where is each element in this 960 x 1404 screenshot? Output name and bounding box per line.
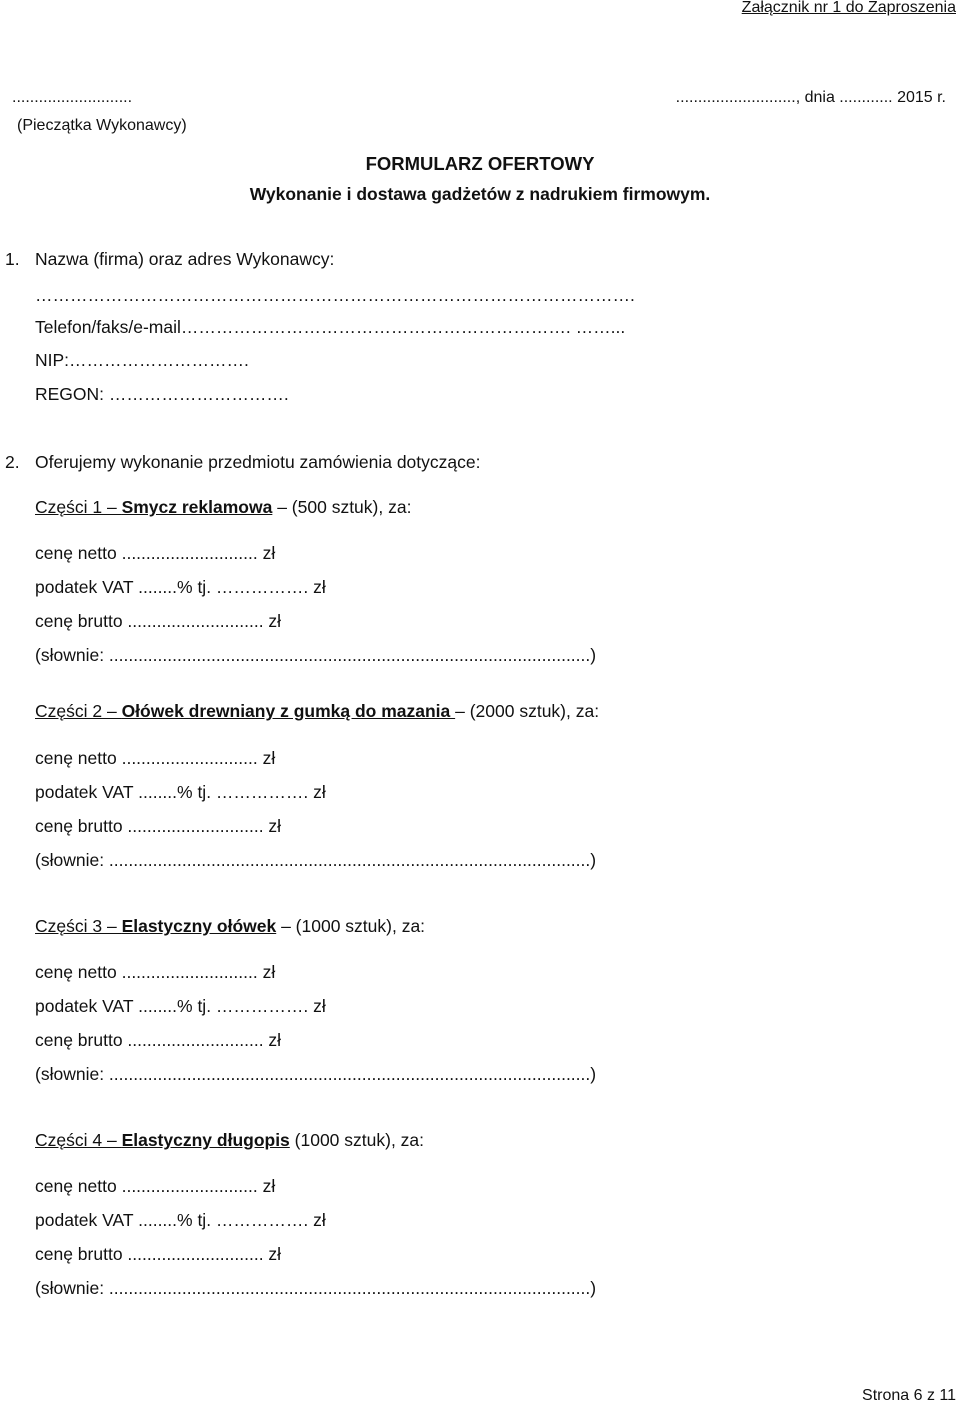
part-3-vat: podatek VAT ........% tj. ……………. zł xyxy=(35,996,326,1016)
part-2-suffix: – (2000 sztuk), za: xyxy=(455,701,600,721)
part-1-prefix: Części 1 – xyxy=(35,497,122,517)
part-1-brutto: cenę brutto ............................ zł xyxy=(35,611,282,631)
part-2-name: Ołówek drewniany z gumką do mazania xyxy=(121,701,456,721)
part-4-brutto: cenę brutto ............................ zł xyxy=(35,1244,282,1264)
part-3-prefix: Części 3 – xyxy=(35,916,122,936)
part-3-title xyxy=(35,918,425,936)
regon-line: REGON: …………………………. xyxy=(35,384,289,404)
section-1-number: 1. xyxy=(5,249,20,269)
stamp-dots: ........................... xyxy=(12,89,133,106)
part-2-brutto: cenę brutto ............................ zł xyxy=(35,816,282,836)
form-title: FORMULARZ OFERTOWY xyxy=(365,153,595,174)
part-3-brutto: cenę brutto ............................ zł xyxy=(35,1030,282,1050)
part-1-netto: cenę netto ............................ zł xyxy=(35,543,276,563)
part-4-prefix: Części 4 – xyxy=(35,1130,122,1150)
part-4-vat: podatek VAT ........% tj. ……………. zł xyxy=(35,1210,326,1230)
part-2-vat: podatek VAT ........% tj. ……………. zł xyxy=(35,782,326,802)
part-1-name: Smycz reklamowa xyxy=(121,497,273,517)
part-3-name: Elastyczny ołówek xyxy=(121,916,277,936)
part-1-slownie: (słownie: ...................................................................................................) xyxy=(35,645,597,665)
form-subtitle: Wykonanie i dostawa gadżetów z nadrukiem firmowym. xyxy=(249,184,711,204)
phone-line: Telefon/faks/e-mail…………………………………………………………. ……... xyxy=(35,317,626,337)
section-1-label: Nazwa (firma) oraz adres Wykonawcy: xyxy=(35,249,335,269)
part-1-title xyxy=(35,499,411,517)
address-dots-line: …………………………………………………………………………………………. xyxy=(35,285,635,305)
attachment-header: Załącznik nr 1 do Zaproszenia xyxy=(741,0,956,16)
part-3-suffix: – (1000 sztuk), za: xyxy=(276,916,426,936)
page-number: Strona 6 z 11 xyxy=(862,1387,956,1404)
section-2-number: 2. xyxy=(5,452,20,472)
part-2-netto: cenę netto ............................ zł xyxy=(35,748,276,768)
part-4-name: Elastyczny długopis xyxy=(121,1130,290,1150)
part-2-prefix: Części 2 – xyxy=(35,701,122,721)
part-1-suffix: – (500 sztuk), za: xyxy=(272,497,412,517)
part-4-title xyxy=(35,1132,424,1150)
section-2-label: Oferujemy wykonanie przedmiotu zamówienia dotyczące: xyxy=(35,452,481,472)
part-4-suffix: (1000 sztuk), za: xyxy=(289,1130,425,1150)
part-2-slownie: (słownie: ...................................................................................................) xyxy=(35,850,597,870)
part-1-vat: podatek VAT ........% tj. ……………. zł xyxy=(35,577,326,597)
date-line: ..........................., dnia ............ 2015 r. xyxy=(675,89,946,106)
stamp-label: (Pieczątka Wykonawcy) xyxy=(17,117,187,134)
part-3-netto: cenę netto ............................ zł xyxy=(35,962,276,982)
part-2-title xyxy=(35,703,599,721)
part-4-slownie: (słownie: ...................................................................................................) xyxy=(35,1278,597,1298)
nip-line: NIP:…………………………. xyxy=(35,350,249,370)
part-4-netto: cenę netto ............................ zł xyxy=(35,1176,276,1196)
part-3-slownie: (słownie: ...................................................................................................) xyxy=(35,1064,597,1084)
